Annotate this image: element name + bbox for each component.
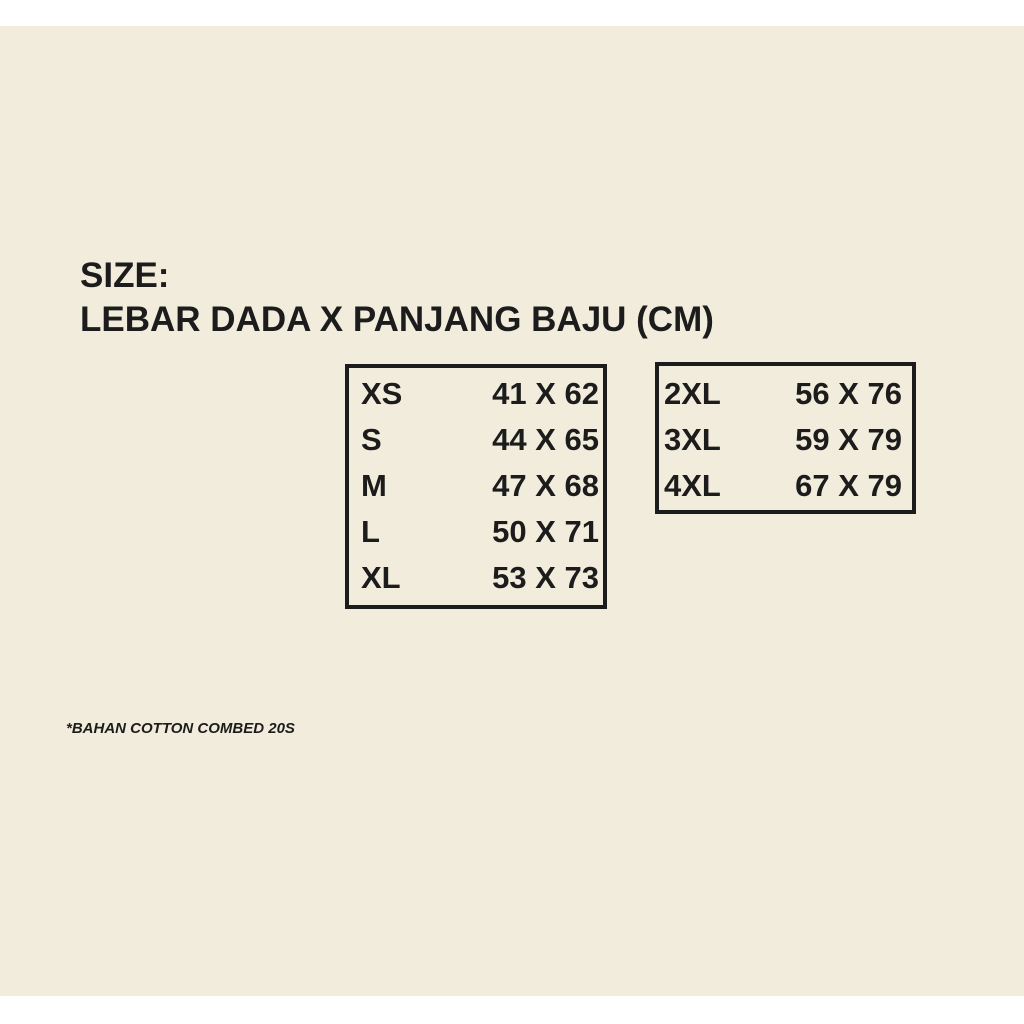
size-chart-canvas (0, 26, 1024, 996)
size-row-xl (349, 558, 603, 598)
size-measurement: 44 X 65 (492, 422, 599, 457)
size-title: SIZE: (80, 256, 170, 295)
size-row-4xl (659, 466, 912, 506)
size-measurement: 67 X 79 (795, 468, 902, 503)
size-label: 2XL (664, 376, 721, 411)
size-row-xs (349, 374, 603, 414)
size-label: S (361, 422, 382, 457)
size-label: L (361, 514, 380, 549)
size-label: M (361, 468, 387, 503)
size-table-2xl-to-4xl (655, 362, 916, 514)
size-measurement: 50 X 71 (492, 514, 599, 549)
size-row-l (349, 512, 603, 552)
size-measurement: 47 X 68 (492, 468, 599, 503)
size-row-s (349, 420, 603, 460)
size-table-xs-to-xl (345, 364, 607, 609)
size-label: 4XL (664, 468, 721, 503)
size-measurement: 56 X 76 (795, 376, 902, 411)
size-row-2xl (659, 374, 912, 414)
size-label: XL (361, 560, 401, 595)
size-row-m (349, 466, 603, 506)
size-measurement: 59 X 79 (795, 422, 902, 457)
size-row-3xl (659, 420, 912, 460)
material-footnote: *BAHAN COTTON COMBED 20S (66, 720, 295, 737)
size-measurement: 53 X 73 (492, 560, 599, 595)
size-measurement: 41 X 62 (492, 376, 599, 411)
size-label: XS (361, 376, 403, 411)
size-label: 3XL (664, 422, 721, 457)
measurement-subtitle: LEBAR DADA X PANJANG BAJU (CM) (80, 300, 714, 339)
